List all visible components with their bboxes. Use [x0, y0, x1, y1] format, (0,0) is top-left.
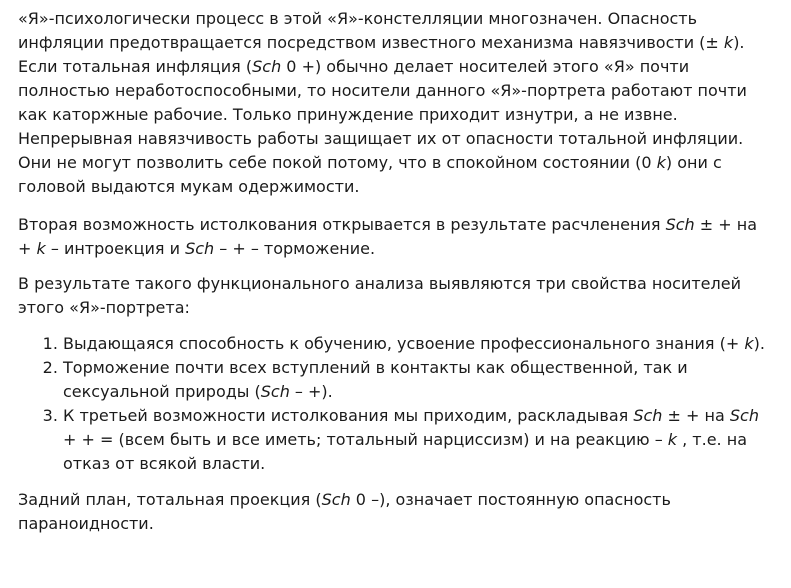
- text-segment: Торможение почти всех вступлений в контакты как общественной, так и сексуальной природы (: [63, 358, 688, 401]
- paragraph-functional-analysis: [18, 272, 773, 320]
- text-segment: «Я»-психологически процесс в этой «Я»-констелляции многозначен. Опасность инфляции предотвращается посредством известного механизма навязчивости (±: [18, 9, 724, 52]
- italic-symbol: Sch: [260, 382, 290, 401]
- properties-list: [18, 332, 773, 476]
- list-item: [63, 404, 773, 476]
- italic-symbol: Sch: [185, 239, 215, 258]
- text-segment: – + – торможение.: [214, 239, 376, 258]
- italic-symbol: Sch: [729, 406, 759, 425]
- paragraph-inflation: [18, 7, 773, 199]
- text-segment: 0 –), означает постоянную опасность параноидности.: [18, 490, 671, 533]
- text-segment: Вторая возможность истолкования открывается в результате расчленения: [18, 215, 666, 234]
- italic-symbol: k: [723, 33, 734, 52]
- text-segment: – интроекция и: [45, 239, 186, 258]
- paragraph-second-interpretation: [18, 213, 773, 261]
- italic-symbol: Sch: [665, 215, 695, 234]
- text-segment: Задний план, тотальная проекция (: [18, 490, 322, 509]
- italic-symbol: Sch: [321, 490, 351, 509]
- text-segment: + + = (всем быть и все иметь; тотальный нарциссизм) и на реакцию –: [63, 430, 668, 449]
- italic-symbol: Sch: [252, 57, 282, 76]
- text-segment: В результате такого функционального анализа выявляются три свойства носителей этого «Я»-портрета:: [18, 274, 741, 317]
- text-segment: – +).: [289, 382, 333, 401]
- text-segment: ) они с головой выдаются мукам одержимости.: [18, 153, 722, 196]
- text-segment: ± + на: [662, 406, 730, 425]
- italic-symbol: k: [667, 430, 678, 449]
- list-item: [63, 332, 773, 356]
- list-item: [63, 356, 773, 404]
- text-segment: ).: [753, 334, 765, 353]
- text-segment: Выдающаяся способность к обучению, усвоение профессионального знания (+: [63, 334, 745, 353]
- italic-symbol: Sch: [633, 406, 663, 425]
- paragraph-background: [18, 488, 773, 536]
- italic-symbol: k: [656, 153, 666, 172]
- text-segment: 0 +) обычно делает носителей этого «Я» почти полностью неработоспособными, то носители данного «Я»-портрета работают почти как каторжные рабочие. Только принуждение приходит изнутри, а не извне. Непрерывная навязчивость работы защищает их от опасности тотальной инфляции. Они не могут позволить себе покой потому, что в спокойном состоянии (0: [18, 57, 747, 172]
- text-segment: ± + на +: [18, 215, 758, 258]
- text-segment: ). Если тотальная инфляция (: [18, 33, 745, 76]
- italic-symbol: k: [744, 334, 754, 353]
- italic-symbol: k: [36, 239, 46, 258]
- text-segment: , т.е. на отказ от всякой власти.: [63, 430, 747, 473]
- text-segment: К третьей возможности истолкования мы приходим, раскладывая: [63, 406, 634, 425]
